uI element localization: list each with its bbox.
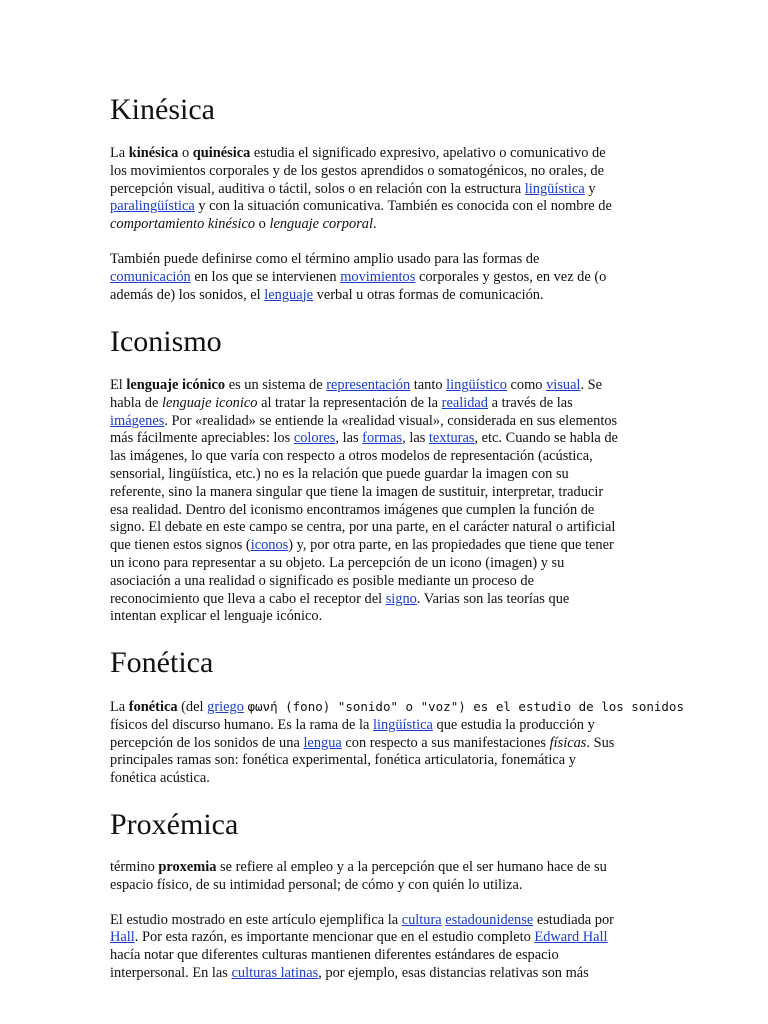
text-run: las imágenes, lo que varía con respecto a otros modelos de representación (acústica, <box>110 448 593 465</box>
text-line <box>110 519 658 537</box>
text-line <box>110 912 658 930</box>
text-line <box>110 502 658 520</box>
text-line <box>110 466 658 484</box>
text-run: con respecto a sus manifestaciones <box>341 734 550 751</box>
link-iconos[interactable]: iconos <box>250 537 289 554</box>
text-line <box>110 163 658 181</box>
text-line <box>110 395 658 413</box>
text-run: los movimientos corporales y de los gestos aprendidos o somatogénicos, no orales, de <box>110 162 604 179</box>
section-iconismo-body <box>110 377 658 626</box>
text-line <box>110 287 658 305</box>
paragraph <box>110 377 658 626</box>
link-imagenes[interactable]: imágenes <box>110 412 165 429</box>
text-run: tanto <box>410 377 447 393</box>
text-run: asociación a una realidad o significado es posible mediante un proceso de <box>110 572 534 589</box>
link-realidad[interactable]: realidad <box>441 394 488 411</box>
text-run: sensorial, lingüística, etc.) no es la relación que puede guardar la imagen con su <box>110 465 569 482</box>
text-line <box>110 448 658 466</box>
text-run: , etc. Cuando se habla de <box>474 430 618 447</box>
text-line <box>110 752 658 770</box>
text-run: , por ejemplo, esas distancias relativas son más <box>318 964 589 981</box>
text-line <box>110 269 658 287</box>
italic-term: lenguaje corporal <box>269 216 373 233</box>
link-lenguaje[interactable]: lenguaje <box>264 286 314 303</box>
text-run: intentan explicar el lenguaje icónico. <box>110 608 323 625</box>
text-line <box>110 877 658 895</box>
text-run: espacio físico, de su intimidad personal; de cómo y con quién lo utiliza. <box>110 876 523 893</box>
text-run: , las <box>402 430 429 447</box>
paragraph <box>110 912 658 983</box>
text-line <box>110 537 658 555</box>
text-line <box>110 965 658 983</box>
text-run: estudia el significado expresivo, apelativo o comunicativo de <box>250 145 606 161</box>
monospace-text: φωνή (fono) "sonido" o "voz") es el estudio de los sonidos <box>247 699 684 714</box>
text-line <box>110 929 658 947</box>
section-kinesica-body <box>110 145 658 304</box>
link-edward-hall[interactable]: Edward Hall <box>534 929 608 946</box>
text-run: La <box>110 699 129 715</box>
text-run: en los que se intervienen <box>190 268 341 285</box>
text-run: verbal u otras formas de comunicación. <box>313 286 544 303</box>
text-run: . Por «realidad» se entiende la «realidad visual», considerada en sus elementos <box>164 412 618 429</box>
link-hall[interactable]: Hall <box>110 929 135 946</box>
bold-term: kinésica <box>128 145 179 161</box>
link-linguistica[interactable]: lingüística <box>372 716 433 733</box>
text-line <box>110 377 658 395</box>
text-run: estudiada por <box>533 911 614 928</box>
link-formas[interactable]: formas <box>362 430 403 447</box>
link-linguistico[interactable]: lingüístico <box>446 377 507 393</box>
text-line <box>110 413 658 431</box>
section-proxemica-body <box>110 859 658 983</box>
text-run: a través de las <box>488 394 573 411</box>
heading-iconismo: Iconismo <box>110 325 222 358</box>
text-run: se refiere al empleo y a la percepción que el ser humano hace de su <box>216 859 607 875</box>
text-line <box>110 859 658 877</box>
link-movimientos[interactable]: movimientos <box>340 268 416 285</box>
link-signo[interactable]: signo <box>385 590 417 607</box>
paragraph <box>110 698 684 788</box>
italic-term: físicas <box>549 734 587 751</box>
text-line <box>110 484 658 502</box>
text-run: . Se <box>580 377 603 393</box>
text-run: término <box>110 859 159 875</box>
paragraph <box>110 859 658 895</box>
text-run: habla de <box>110 394 162 411</box>
text-run: referente, sino la manera singular que tiene la imagen de sustituir, interpretar, traducir <box>110 483 604 500</box>
text-run: signo. El debate en este campo se centra, por una parte, en el carácter natural o artificial <box>110 519 616 536</box>
bold-term: quinésica <box>192 145 251 161</box>
heading-proxemica: Proxémica <box>110 808 239 841</box>
text-run: También puede definirse como el término amplio usado para las formas de <box>110 250 540 267</box>
text-run: La <box>110 145 129 161</box>
link-comunicacion[interactable]: comunicación <box>110 268 191 285</box>
text-line <box>110 698 684 717</box>
link-representacion[interactable]: representación <box>326 377 411 393</box>
text-run: además de) los sonidos, el <box>110 286 265 303</box>
text-run: reconocimiento que lleva a cabo el receptor del <box>110 590 386 607</box>
paragraph <box>110 251 658 304</box>
text-run: físicos del discurso humano. Es la rama de la <box>110 716 373 733</box>
paragraph <box>110 145 658 234</box>
text-run: , las <box>335 430 363 447</box>
text-run: y con la situación comunicativa. También es conocida con el nombre de <box>194 198 612 215</box>
heading-fonetica: Fonética <box>110 646 214 679</box>
bold-term: fonética <box>128 699 178 715</box>
bold-term: proxemia <box>158 859 217 875</box>
link-culturas-latinas[interactable]: culturas latinas <box>231 964 319 981</box>
text-run: o <box>178 145 193 161</box>
text-run: que tienen estos signos ( <box>110 537 251 554</box>
text-run: al tratar la representación de la <box>257 394 442 411</box>
section-fonetica-body <box>110 698 684 788</box>
text-run: es un sistema de <box>225 377 327 393</box>
text-run: . Sus <box>586 734 615 751</box>
link-texturas[interactable]: texturas <box>428 430 475 447</box>
heading-kinesica: Kinésica <box>110 93 215 126</box>
text-run: . <box>373 216 377 233</box>
text-run: más fácilmente apreciables: los <box>110 430 294 447</box>
bold-term: lenguaje icónico <box>126 377 226 393</box>
text-line <box>110 608 658 626</box>
text-run: percepción visual, auditiva o táctil, solos o en relación con la estructura <box>110 180 525 197</box>
text-run: y <box>584 180 596 197</box>
text-run: esa realidad. Dentro del iconismo encontramos imágenes que cumplen la función de <box>110 501 595 518</box>
text-run: percepción de los sonidos de una <box>110 734 304 751</box>
link-paralinguistica[interactable]: paralingüística <box>110 198 195 215</box>
text-run: (del <box>177 699 208 715</box>
text-line <box>110 947 658 965</box>
text-run: fonética acústica. <box>110 770 210 787</box>
text-run: corporales y gestos, en vez de (o <box>415 268 607 285</box>
text-line <box>110 591 658 609</box>
text-run: . Varias son las teorías que <box>416 590 570 607</box>
link-cultura[interactable]: cultura <box>401 911 442 928</box>
text-run: principales ramas son: fonética experimental, fonética articulatoria, fonemática y <box>110 752 576 769</box>
text-line <box>110 430 658 448</box>
text-run: que estudia la producción y <box>432 716 595 733</box>
text-line <box>110 573 658 591</box>
text-line <box>110 735 658 753</box>
text-run: interpersonal. En las <box>110 964 232 981</box>
text-line <box>110 216 658 234</box>
italic-term: comportamiento kinésico <box>110 216 256 233</box>
link-visual[interactable]: visual <box>546 377 581 393</box>
text-run: o <box>255 216 270 233</box>
link-colores[interactable]: colores <box>293 430 336 447</box>
italic-term: lenguaje iconico <box>161 394 258 411</box>
text-run: . Por esta razón, es importante mencionar que en el estudio completo <box>134 929 535 946</box>
link-estadounidense[interactable]: estadounidense <box>445 911 534 928</box>
link-linguistica[interactable]: lingüística <box>524 180 585 197</box>
link-griego[interactable]: griego <box>207 699 244 715</box>
text-line <box>110 198 658 216</box>
text-run: un icono para representar a su objeto. La percepción de un icono (imagen) y su <box>110 554 565 571</box>
text-line <box>110 251 658 269</box>
text-line <box>110 181 658 199</box>
text-line <box>110 555 658 573</box>
text-line <box>110 770 658 788</box>
text-line <box>110 145 658 163</box>
text-run: hacía notar que diferentes culturas mantienen diferentes estándares de espacio <box>110 947 559 964</box>
link-lengua[interactable]: lengua <box>303 734 342 751</box>
text-run: El estudio mostrado en este artículo ejemplifica la <box>110 911 402 928</box>
text-line <box>110 717 658 735</box>
text-run: ) y, por otra parte, en las propiedades que tiene que tener <box>288 537 614 554</box>
text-run: como <box>506 377 547 393</box>
text-run: El <box>110 377 127 393</box>
